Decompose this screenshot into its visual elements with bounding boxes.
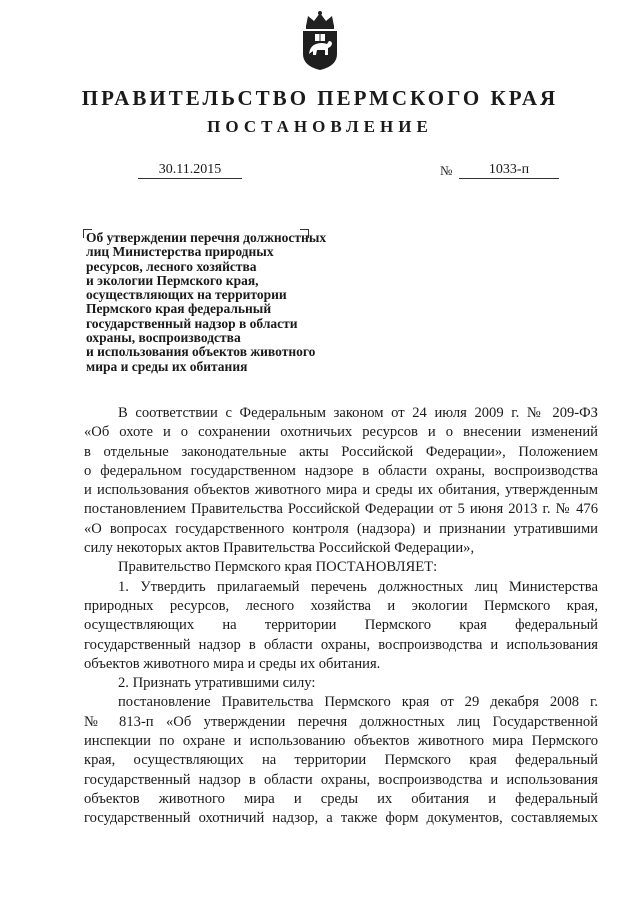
body-line: объектов животного мира и среды их обитания и федеральный: [84, 790, 598, 807]
document-date: 30.11.2015: [138, 161, 242, 179]
subject-line: и использования объектов животного: [86, 344, 316, 360]
body-line: В соответствии с Федеральным законом от 24 июля 2009 г. № 209-ФЗ: [118, 405, 598, 421]
body-line: в отдельные законодательные акты Российской Федерации», Положением: [84, 443, 598, 460]
body-line: государственный охотничий надзор, а также форм документов, составляемых: [84, 810, 598, 827]
subject-line: лиц Министерства природных: [86, 244, 274, 260]
subject-line: Пермского края федеральный: [86, 301, 272, 317]
body-line: № 813-п «Об утверждении перечня должностных лиц Государственной: [84, 713, 598, 730]
coat-of-arms-icon: [298, 10, 342, 72]
body-line: инспекции по охране и использованию объектов животного мира Пермского: [84, 733, 598, 750]
body-line: объектов животного мира и среды их обитания.: [84, 655, 381, 672]
body-line: государственный надзор в области охраны, воспроизводства и использования: [84, 636, 598, 653]
body-line: осуществляющих на территории Пермского края федеральный: [84, 617, 598, 634]
subject-line: охраны, воспроизводства: [86, 330, 241, 346]
body-line: 1. Утвердить прилагаемый перечень должностных лиц Министерства: [118, 578, 598, 595]
document-body: [84, 404, 598, 829]
subject-line: и экологии Пермского края,: [86, 272, 259, 288]
body-line: края, осуществляющих на территории Пермского края федеральный: [84, 752, 598, 769]
government-title: ПРАВИТЕЛЬСТВО ПЕРМСКОГО КРАЯ: [81, 86, 559, 110]
subject-line: Об утверждении перечня должностных: [86, 230, 327, 245]
body-line: силу некоторых актов Правительства Российской Федерации»,: [84, 540, 475, 557]
subject-line: мира и среды их обитания: [86, 358, 248, 374]
document-subject: [86, 231, 376, 374]
subject-line: государственный надзор в области: [86, 315, 298, 331]
document-type: ПОСТАНОВЛЕНИЕ: [207, 117, 433, 136]
body-line: о федеральном государственном надзоре в области охраны, воспроизводства: [84, 462, 598, 479]
body-line: постановление Правительства Пермского края от 29 декабря 2008 г.: [118, 694, 598, 711]
subject-line: ресурсов, лесного хозяйства: [86, 258, 257, 274]
body-line: «Об охоте и о сохранении охотничьих ресурсов и о внесении изменений: [84, 424, 598, 441]
number-sign: №: [440, 163, 453, 178]
body-line: «О вопросах государственного контроля (надзора) и признании утратившими: [84, 520, 598, 537]
subject-line: осуществляющих на территории: [86, 287, 287, 303]
body-line: Правительство Пермского края ПОСТАНОВЛЯЕТ:: [118, 559, 438, 576]
body-line: природных ресурсов, лесного хозяйства и экологии Пермского края,: [84, 597, 598, 614]
document-number: 1033-п: [459, 161, 559, 179]
body-line: и использования объектов животного мира и среды их обитания, утвержденным: [84, 482, 598, 499]
body-line: 2. Признать утратившими силу:: [118, 675, 316, 692]
body-line: постановлением Правительства Российской Федерации от 5 июня 2013 г. № 476: [84, 501, 598, 518]
body-line: государственный надзор в области охраны, воспроизводства и использования: [84, 771, 598, 788]
